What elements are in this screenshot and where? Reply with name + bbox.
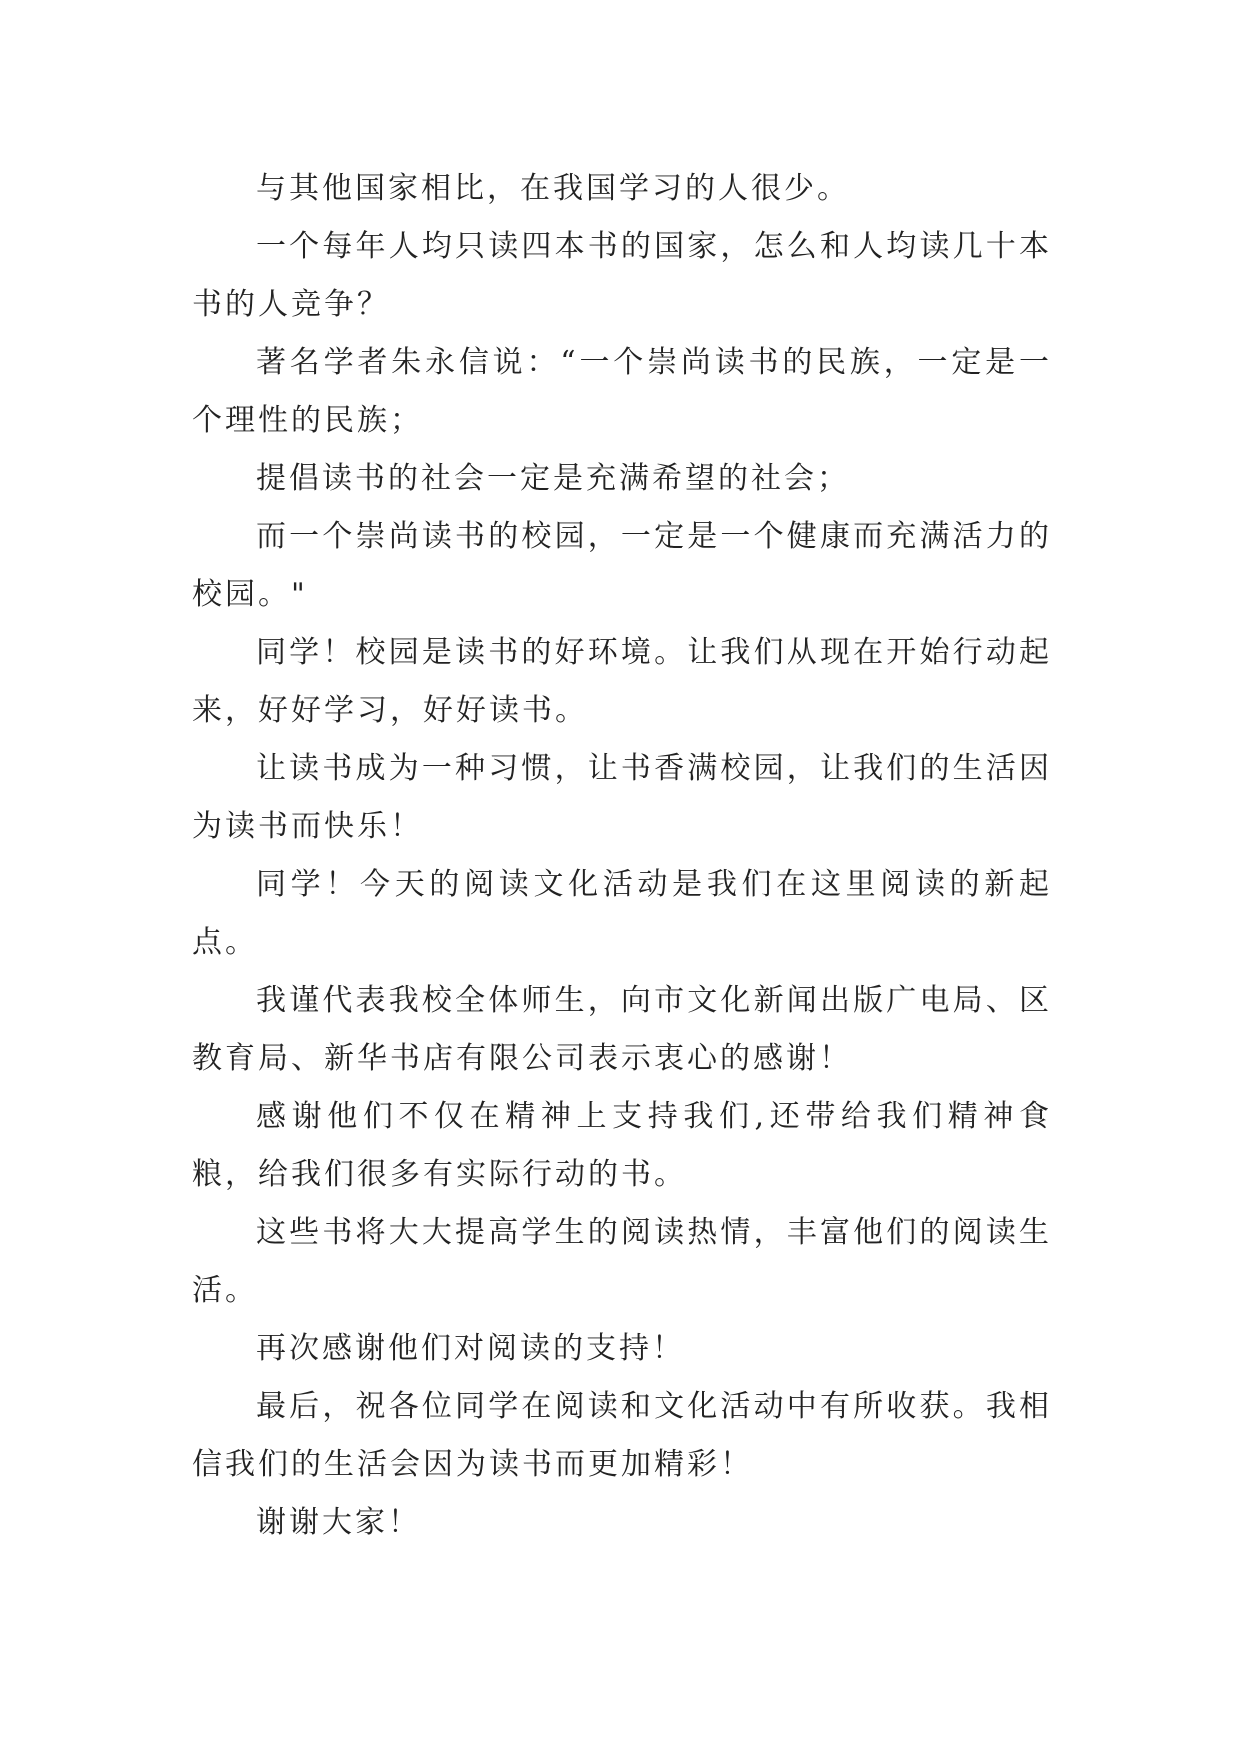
paragraph: 著名学者朱永信说：“一个崇尚读书的民族，一定是一个理性的民族； <box>192 345 1052 438</box>
paragraph: 谢谢大家！ <box>256 1505 421 1540</box>
paragraph: 而一个崇尚读书的校园，一定是一个健康而充满活力的校园。" <box>192 519 1052 612</box>
paragraph: 感谢他们不仅在精神上支持我们,还带给我们精神食粮，给我们很多有实际行动的书。 <box>192 1099 1052 1192</box>
paragraph: 这些书将大大提高学生的阅读热情，丰富他们的阅读生活。 <box>192 1215 1052 1308</box>
paragraph: 我谨代表我校全体师生，向市文化新闻出版广电局、区教育局、新华书店有限公司表示衷心的感谢！ <box>192 983 1052 1076</box>
paragraph: 再次感谢他们对阅读的支持！ <box>256 1331 685 1366</box>
paragraph: 与其他国家相比，在我国学习的人很少。 <box>256 171 850 206</box>
paragraph: 最后，祝各位同学在阅读和文化活动中有所收获。我相信我们的生活会因为读书而更加精彩！ <box>192 1389 1052 1482</box>
paragraph: 一个每年人均只读四本书的国家，怎么和人均读几十本书的人竞争？ <box>192 229 1052 322</box>
paragraph: 提倡读书的社会一定是充满希望的社会； <box>256 461 850 496</box>
document-body <box>192 160 1052 1552</box>
paragraph: 让读书成为一种习惯，让书香满校园，让我们的生活因为读书而快乐！ <box>192 751 1052 844</box>
paragraph: 同学！校园是读书的好环境。让我们从现在开始行动起来，好好学习，好好读书。 <box>192 635 1052 728</box>
paragraph: 同学！今天的阅读文化活动是我们在这里阅读的新起点。 <box>192 867 1052 960</box>
